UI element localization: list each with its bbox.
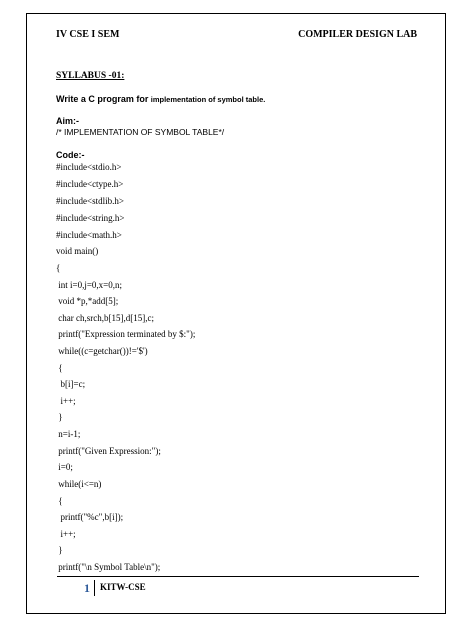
task-statement <box>56 94 265 104</box>
code-line: i=0; <box>56 462 73 472</box>
code-line: void main() <box>56 246 99 256</box>
code-line: void *p,*add[5]; <box>56 296 119 306</box>
code-line: #include<stdio.h> <box>56 162 122 172</box>
code-line: printf("Given Expression:"); <box>56 446 161 456</box>
code-line: #include<ctype.h> <box>56 179 124 189</box>
task-prefix: Write a C program for <box>56 94 149 104</box>
code-line: while(i<=n) <box>56 479 102 489</box>
code-line: i++; <box>56 396 76 406</box>
aim-label: Aim:- <box>56 116 79 126</box>
code-line: { <box>56 263 61 273</box>
code-label: Code:- <box>56 150 85 160</box>
code-line: { <box>56 496 63 506</box>
code-line: #include<string.h> <box>56 213 125 223</box>
task-subject: implementation of symbol table. <box>150 95 266 104</box>
header-semester: IV CSE I SEM <box>56 29 120 40</box>
code-line: printf("Expression terminated by $:"); <box>56 329 196 339</box>
code-line: } <box>56 412 63 422</box>
document-page <box>26 13 446 614</box>
code-line: #include<math.h> <box>56 230 122 240</box>
code-line: while((c=getchar())!='$') <box>56 346 148 356</box>
code-line: #include<stdlib.h> <box>56 196 124 206</box>
code-line: n=i-1; <box>56 429 81 439</box>
footer-label: KITW-CSE <box>100 582 146 592</box>
aim-text: /* IMPLEMENTATION OF SYMBOL TABLE*/ <box>56 127 225 137</box>
page-number: 1 <box>84 581 90 595</box>
header-course-title: COMPILER DESIGN LAB <box>298 29 417 40</box>
code-line: printf("%c",b[i]); <box>56 512 124 522</box>
code-line: int i=0,j=0,x=0,n; <box>56 280 122 290</box>
code-line: { <box>56 363 63 373</box>
syllabus-heading: SYLLABUS -01: <box>56 71 125 81</box>
code-line: char ch,srch,b[15],d[15],c; <box>56 313 154 323</box>
code-line: printf("\n Symbol Table\n"); <box>56 562 161 572</box>
page-number-separator <box>94 580 95 596</box>
code-line: } <box>56 545 63 555</box>
footer-divider <box>57 576 419 577</box>
code-line: i++; <box>56 529 76 539</box>
code-line: b[i]=c; <box>56 379 86 389</box>
